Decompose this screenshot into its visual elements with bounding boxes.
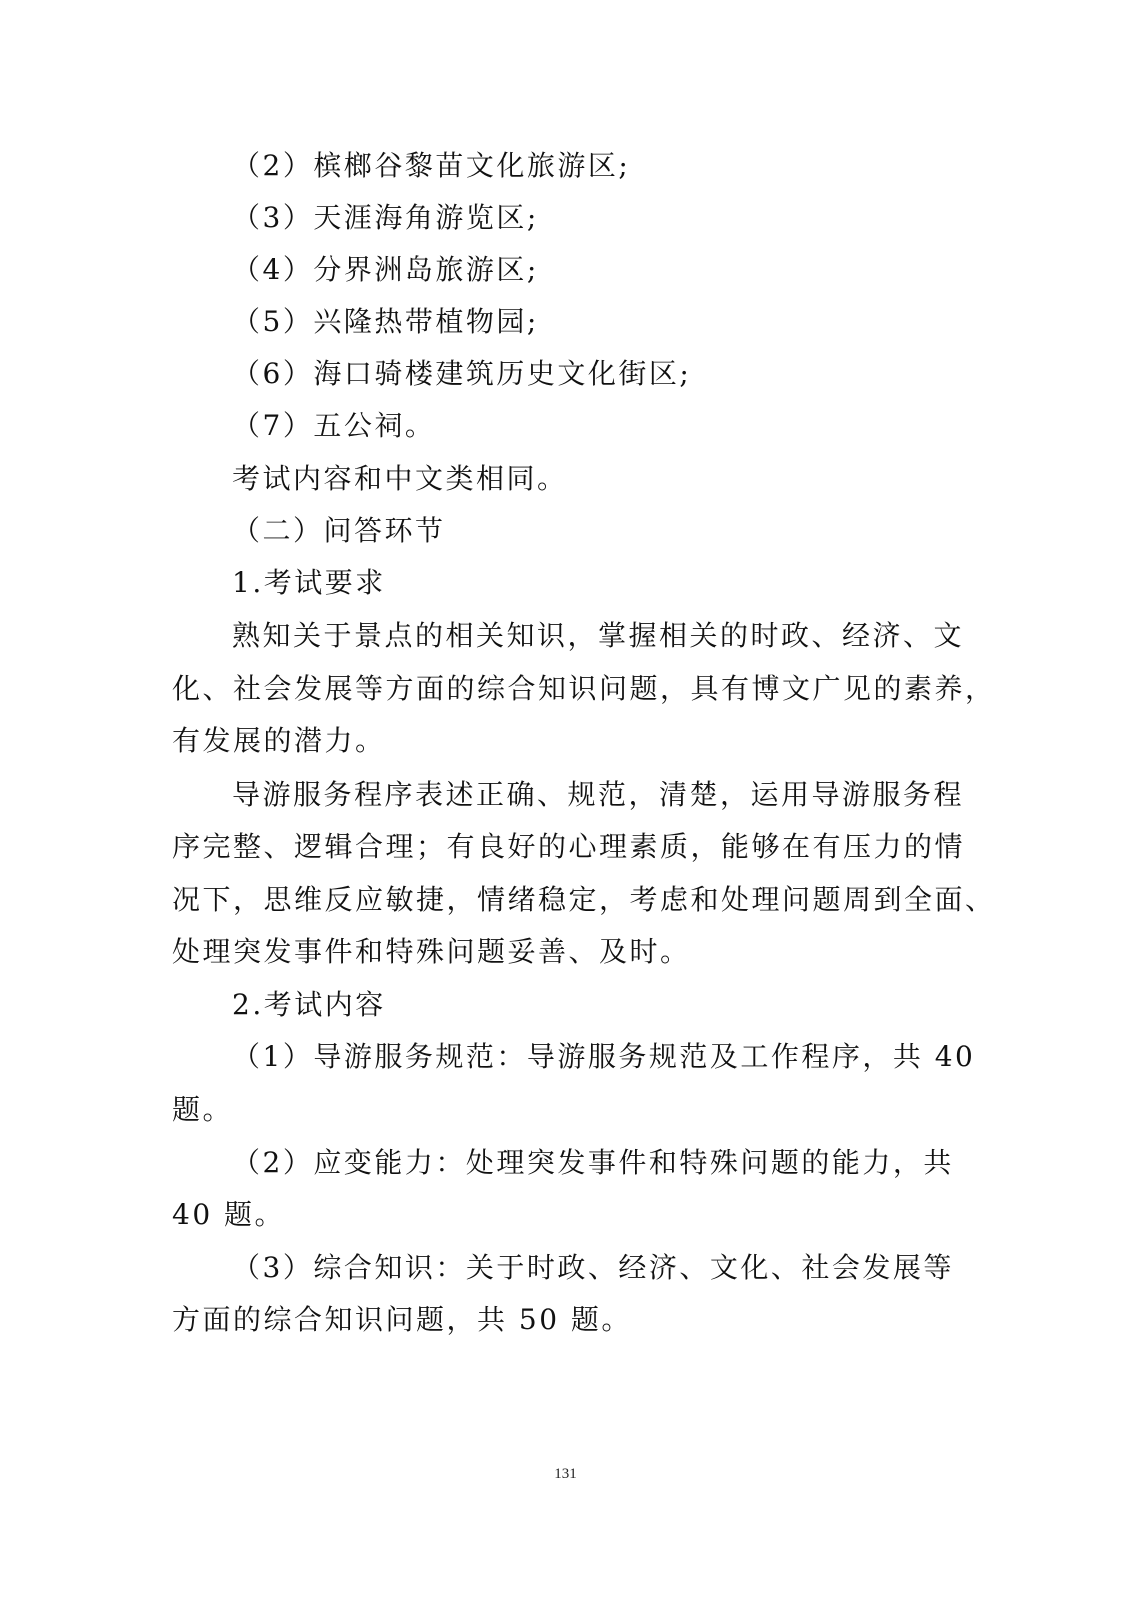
paragraph-service-line-2: 序完整、逻辑合理；有良好的心理素质，能够在有压力的情 (172, 830, 966, 863)
exam-item-2-line-2: 40 题。 (172, 1198, 286, 1231)
paragraph-knowledge-line-1: 熟知关于景点的相关知识，掌握相关的时政、经济、文 (232, 619, 965, 652)
list-item-scenic-3: （3）天涯海角游览区; (232, 201, 539, 234)
paragraph-knowledge-line-2: 化、社会发展等方面的综合知识问题，具有博文广见的素养， (172, 672, 996, 705)
exam-item-1-line-1: （1）导游服务规范：导游服务规范及工作程序，共 40 (232, 1040, 976, 1073)
subheading-exam-requirements: 1.考试要求 (232, 566, 386, 599)
section-heading-qa: （二）问答环节 (232, 514, 446, 547)
list-item-scenic-6: （6）海口骑楼建筑历史文化街区; (232, 357, 692, 390)
paragraph-service-line-1: 导游服务程序表述正确、规范，清楚，运用导游服务程 (232, 778, 965, 811)
paragraph-service-line-3: 况下，思维反应敏捷，情绪稳定，考虑和处理问题周到全面、 (172, 883, 996, 916)
page-number: 131 (554, 1466, 577, 1482)
exam-item-1-line-2: 题。 (172, 1093, 234, 1126)
exam-item-2-line-1: （2）应变能力：处理突发事件和特殊问题的能力，共 (232, 1146, 954, 1179)
exam-item-3-line-1: （3）综合知识：关于时政、经济、文化、社会发展等 (232, 1251, 954, 1284)
list-item-scenic-7: （7）五公祠。 (232, 409, 436, 442)
paragraph-service-line-4: 处理突发事件和特殊问题妥善、及时。 (172, 935, 691, 968)
paragraph-exam-content-note: 考试内容和中文类相同。 (232, 462, 568, 495)
exam-item-3-line-2: 方面的综合知识问题，共 50 题。 (172, 1303, 632, 1336)
list-item-scenic-4: （4）分界洲岛旅游区; (232, 253, 539, 286)
paragraph-knowledge-line-3: 有发展的潜力。 (172, 724, 386, 757)
list-item-scenic-2: （2）槟榔谷黎苗文化旅游区; (232, 149, 631, 182)
list-item-scenic-5: （5）兴隆热带植物园; (232, 305, 539, 338)
subheading-exam-content: 2.考试内容 (232, 988, 386, 1021)
